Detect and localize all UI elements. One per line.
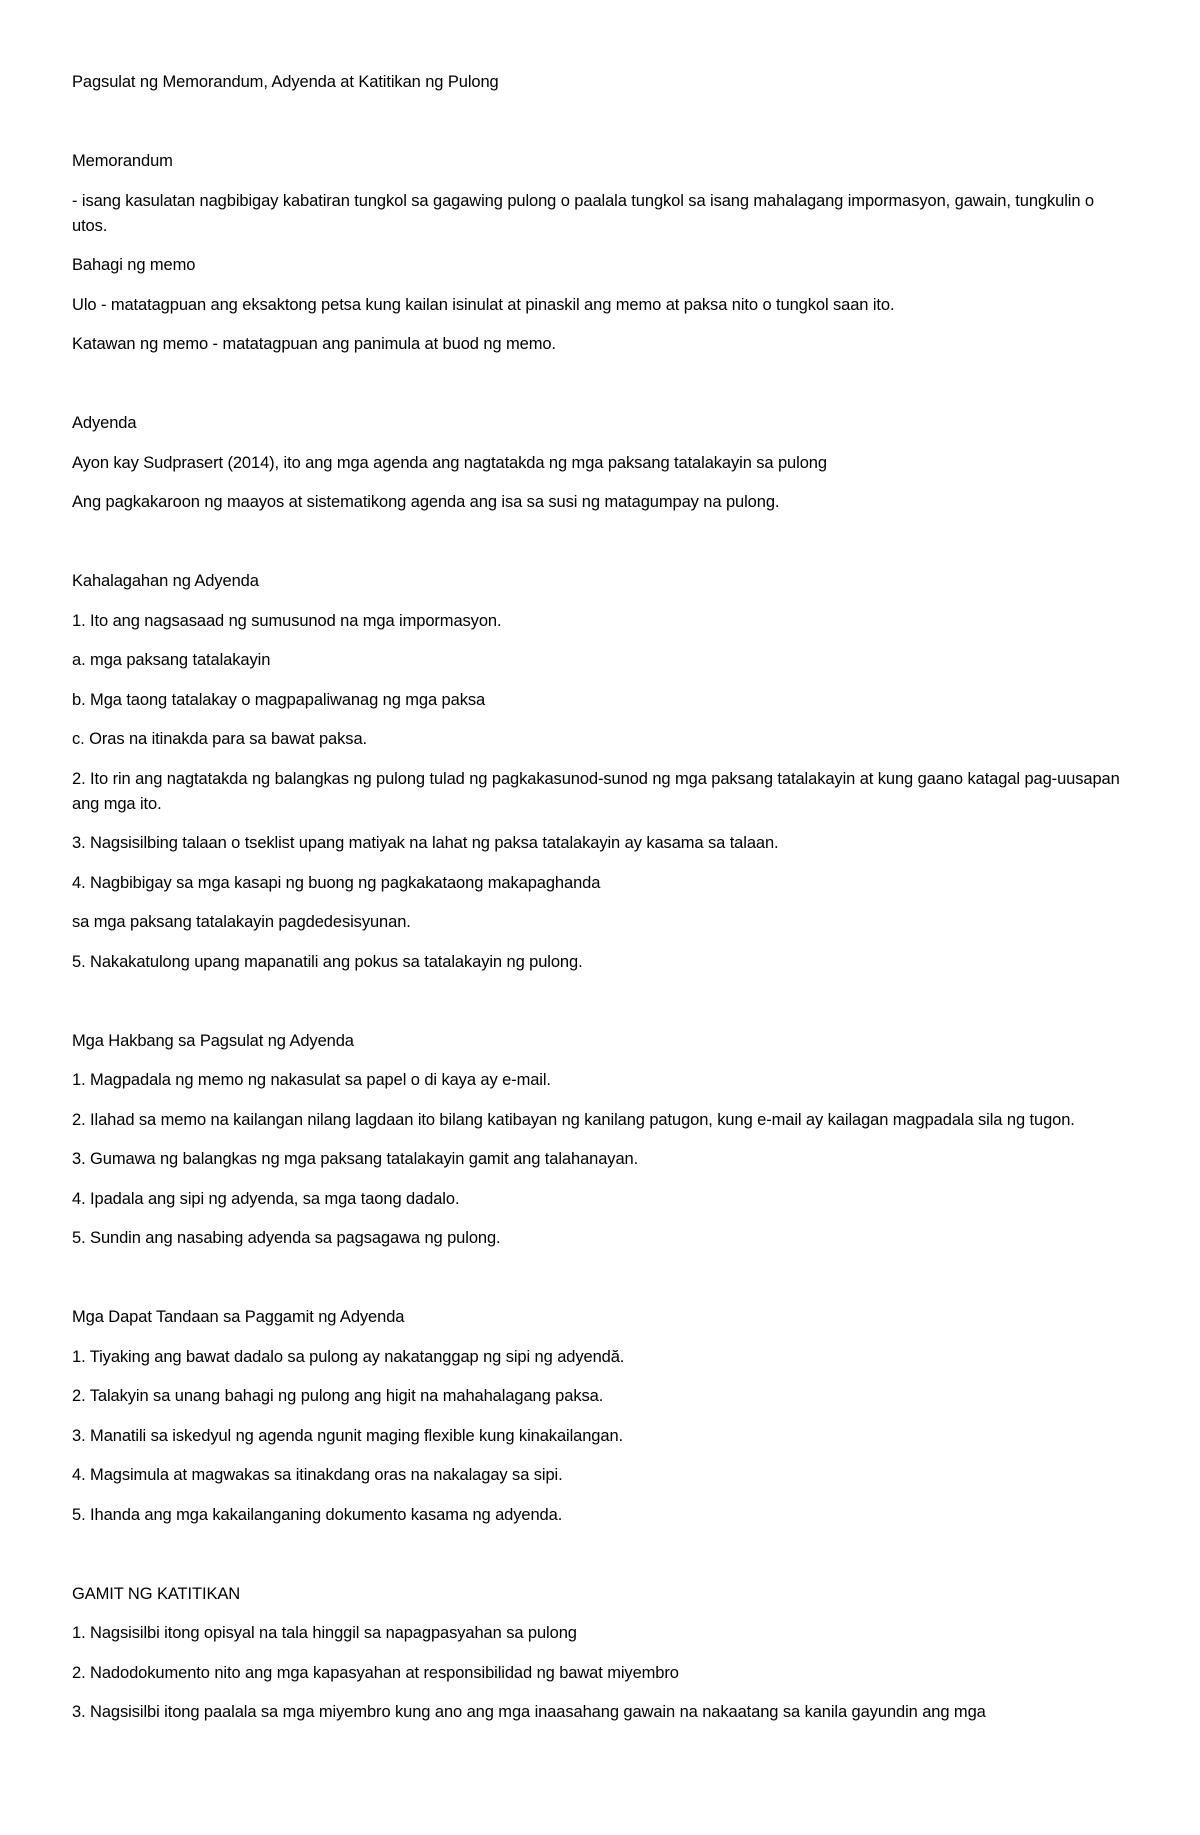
- list-item: 3. Manatili sa iskedyul ng agenda ngunit maging flexible kung kinakailangan.: [72, 1426, 624, 1445]
- list-item: 3. Nagsisilbing talaan o tseklist upang matiyak na lahat ng paksa tatalakayin ay kasama sa talaan.: [72, 834, 779, 852]
- list-item: 5. Sundin ang nasabing adyenda sa pagsagawa ng pulong.: [72, 1229, 501, 1247]
- list-item: a. mga paksang tatalakayin: [72, 651, 271, 669]
- list-item: 4. Ipadala ang sipi ng adyenda, sa mga taong dadalo.: [72, 1189, 460, 1208]
- list-item: 5. Ihanda ang mga kakailanganing dokumento kasama ng adyenda.: [72, 1505, 563, 1524]
- list-item: 5. Nakakatulong upang mapanatili ang pokus sa tatalakayin ng pulong.: [72, 952, 583, 971]
- kahalagahan-heading: Kahalagahan ng Adyenda: [72, 572, 259, 590]
- document-page: [72, 70, 1122, 1740]
- katitikan-heading: GAMIT NG KATITIKAN: [72, 1584, 241, 1603]
- list-item: 1. Nagsisilbi itong opisyal na tala hinggil sa napagpasyahan sa pulong: [72, 1624, 577, 1642]
- list-item: 3. Gumawa ng balangkas ng mga paksang tatalakayin gamit ang talahanayan.: [72, 1150, 639, 1168]
- list-item: 2. Ilahad sa memo na kailangan nilang lagdaan ito bilang katibayan ng kanilang patugon, kung e-mail ay kailagan magpadala sila ng tugon.: [72, 1110, 1075, 1129]
- memo-parts-heading: Bahagi ng memo: [72, 256, 196, 274]
- memo-ulo: Ulo - matatagpuan ang eksaktong petsa kung kailan isinulat at pinaskil ang memo at paksa nito o tungkol saan ito.: [72, 295, 895, 314]
- hakbang-heading: Mga Hakbang sa Pagsulat ng Adyenda: [72, 1031, 354, 1050]
- list-item: 2. Ito rin ang nagtatakda ng balangkas ng pulong tulad ng pagkakasunod-sunod ng mga paksang tatalakayin at kung gaano katagal pag-uusapan ang mga ito.: [72, 769, 1120, 813]
- list-item: c. Oras na itinakda para sa bawat paksa.: [72, 730, 367, 748]
- memo-katawan: Katawan ng memo - matatagpuan ang panimula at buod ng memo.: [72, 335, 556, 353]
- adyenda-heading: Adyenda: [72, 414, 137, 432]
- tandaan-heading: Mga Dapat Tandaan sa Paggamit ng Adyenda: [72, 1308, 405, 1326]
- document-title: Pagsulat ng Memorandum, Adyenda at Katitikan ng Pulong: [72, 73, 499, 91]
- list-item: 4. Nagbibigay sa mga kasapi ng buong ng pagkakataong makapaghanda: [72, 873, 601, 892]
- list-item: b. Mga taong tatalakay o magpapaliwanag ng mga paksa: [72, 690, 486, 709]
- list-item: 1. Ito ang nagsasaad ng sumusunod na mga impormasyon.: [72, 611, 502, 630]
- adyenda-paragraph: Ang pagkakaroon ng maayos at sistematikong agenda ang isa sa susi ng matagumpay na pulong.: [72, 493, 780, 511]
- list-item: 1. Tiyaking ang bawat dadalo sa pulong ay nakatanggap ng sipi ng adyendă.: [72, 1347, 625, 1366]
- list-item: 1. Magpadala ng memo ng nakasulat sa papel o di kaya ay e-mail.: [72, 1071, 551, 1089]
- list-item: 4. Magsimula at magwakas sa itinakdang oras na nakalagay sa sipi.: [72, 1466, 563, 1484]
- memorandum-heading: Memorandum: [72, 152, 173, 170]
- list-item: 2. Talakyin sa unang bahagi ng pulong ang higit na mahahalagang paksa.: [72, 1387, 604, 1405]
- memorandum-definition: - isang kasulatan nagbibigay kabatiran tungkol sa gagawing pulong o paalala tungkol sa isang mahalagang impormasyon, gawain, tungkulin o utos.: [72, 191, 1095, 235]
- list-item: 2. Nadodokumento nito ang mga kapasyahan at responsibilidad ng bawat miyembro: [72, 1663, 679, 1682]
- list-item: sa mga paksang tatalakayin pagdedesisyunan.: [72, 913, 411, 931]
- list-item: 3. Nagsisilbi itong paalala sa mga miyembro kung ano ang mga inaasahang gawain na nakaatang sa kanila gayundin ang mga: [72, 1703, 986, 1721]
- adyenda-paragraph: Ayon kay Sudprasert (2014), ito ang mga agenda ang nagtatakda ng mga paksang tatalakayin sa pulong: [72, 453, 827, 472]
